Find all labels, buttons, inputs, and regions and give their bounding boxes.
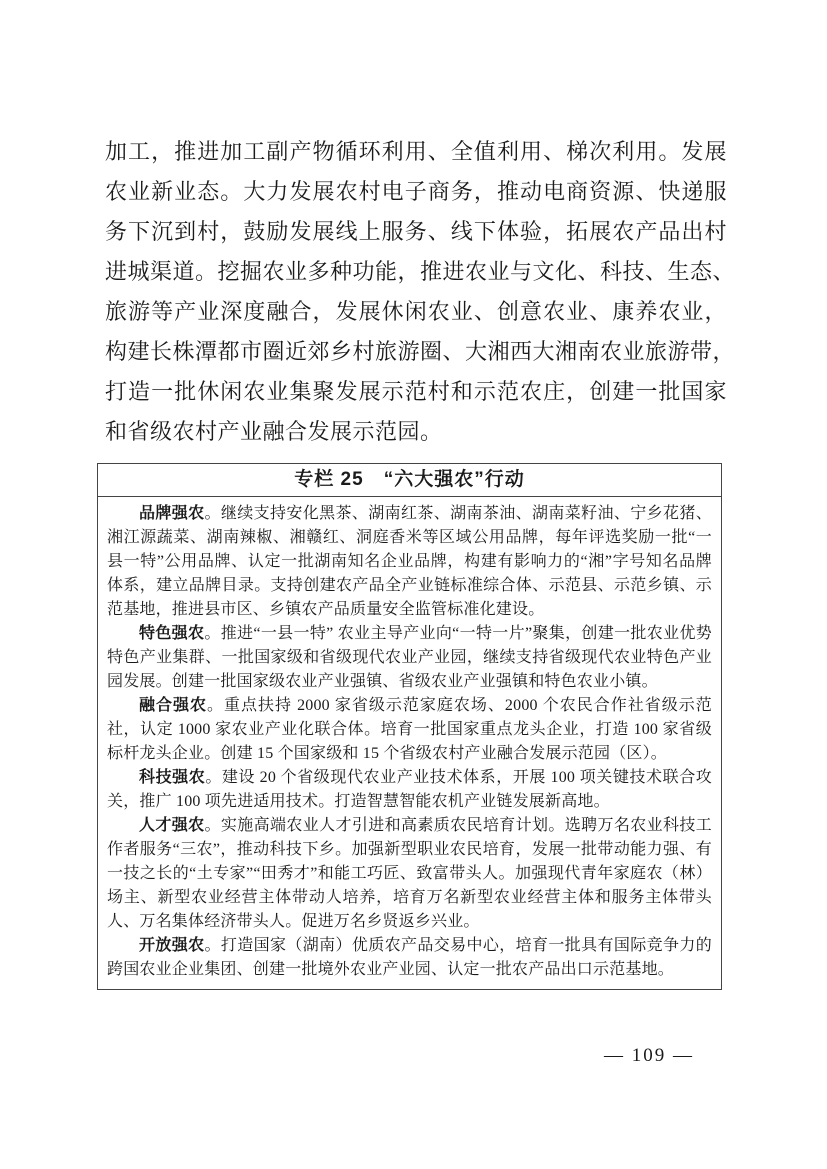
section-integration [107,694,712,766]
section-integration-term: 融合强农 [139,697,208,714]
section-specialty-term: 特色强农 [139,625,205,642]
section-brand-term: 品牌强农 [139,505,205,522]
body-text-line: 旅游等产业深度融合，发展休闲农业、创意农业、康养农业， [105,299,727,324]
section-specialty-text: 。推进“一县一特” 农业主导产业向“一特一片”聚集，创建一批农业优势特色产业集群、一批国家级和省级现代农业产业园，继续支持省级现代农业特色产业园发展。创建一批国家级农业产业强镇、省级农业产业强镇和特色农业小镇。 [107,625,712,690]
body-paragraph [105,132,736,452]
section-brand-text: 。继续支持安化黑茶、湖南红茶、湖南茶油、湖南菜籽油、宁乡花猪、湘江源蔬菜、湖南辣椒、湘赣红、洞庭香米等区域公用品牌，每年评选奖励一批“一县一特”公用品牌、认定一批湖南知名企业品牌，构建有影响力的“湘”字号知名品牌体系，建立品牌目录。支持创建农产品全产业链标准综合体、示范县、示范乡镇、示范基地，推进县市区、乡镇农产品质量安全监管标准化建设。 [107,505,712,618]
section-opening-term: 开放强农 [139,937,205,954]
page-number: — 109 — [604,1045,694,1066]
column-25-title: 专栏 25 “六大强农”行动 [98,464,721,497]
body-text-line: 加工，推进加工副产物循环利用、全值利用、梯次利用。发展 [105,139,727,164]
section-specialty [107,622,712,694]
column-25-body [98,497,721,989]
section-brand [107,502,712,622]
body-text-line: 和省级农村产业融合发展示范园。 [105,419,443,444]
body-text-line: 农业新业态。大力发展农村电子商务，推动电商资源、快递服 [105,179,727,204]
section-talent [107,814,712,934]
section-technology [107,766,712,814]
column-25-box [97,463,722,990]
section-talent-text: 。实施高端农业人才引进和高素质农民培育计划。选聘万名农业科技工作者服务“三农”，推动科技下乡。加强新型职业农民培育，发展一批带动能力强、有一技之长的“土专家”“田秀才”和能工巧匠、致富带头人。加强现代青年家庭农（林）场主、新型农业经营主体带动人培养，培育万名新型农业经营主体和服务主体带头人、万名集体经济带头人。促进万名乡贤返乡兴业。 [107,817,712,930]
body-text-line: 进城渠道。挖掘农业多种功能，推进农业与文化、科技、生态、 [105,259,736,284]
section-talent-term: 人才强农 [139,817,205,834]
body-text-line: 务下沉到村，鼓励发展线上服务、线下体验，拓展农产品出村 [105,219,727,244]
section-technology-text: 。建设 20 个省级现代农业产业技术体系，开展 100 项关键技术联合攻关，推广 100 项先进适用技术。打造智慧智能农机产业链发展新高地。 [107,769,712,810]
section-opening-text: 。打造国家（湖南）优质农产品交易中心，培育一批具有国际竞争力的跨国农业企业集团、创建一批境外农业产业园、认定一批农产品出口示范基地。 [107,937,712,978]
section-technology-term: 科技强农 [139,769,206,786]
body-text-line: 打造一批休闲农业集聚发展示范村和示范农庄，创建一批国家 [105,379,727,404]
section-integration-text: 。重点扶持 2000 家省级示范家庭农场、2000 个农民合作社省级示范社，认定 1000 家农业产业化联合体。培育一批国家重点龙头企业，打造 100 家省级标杆龙头企业。创建 15 个国家级和 15 个省级农村产业融合发展示范园（区）。 [107,697,712,762]
body-text-line: 构建长株潭都市圈近郊乡村旅游圈、大湘西大湘南农业旅游带， [105,339,736,364]
section-opening [107,934,712,982]
